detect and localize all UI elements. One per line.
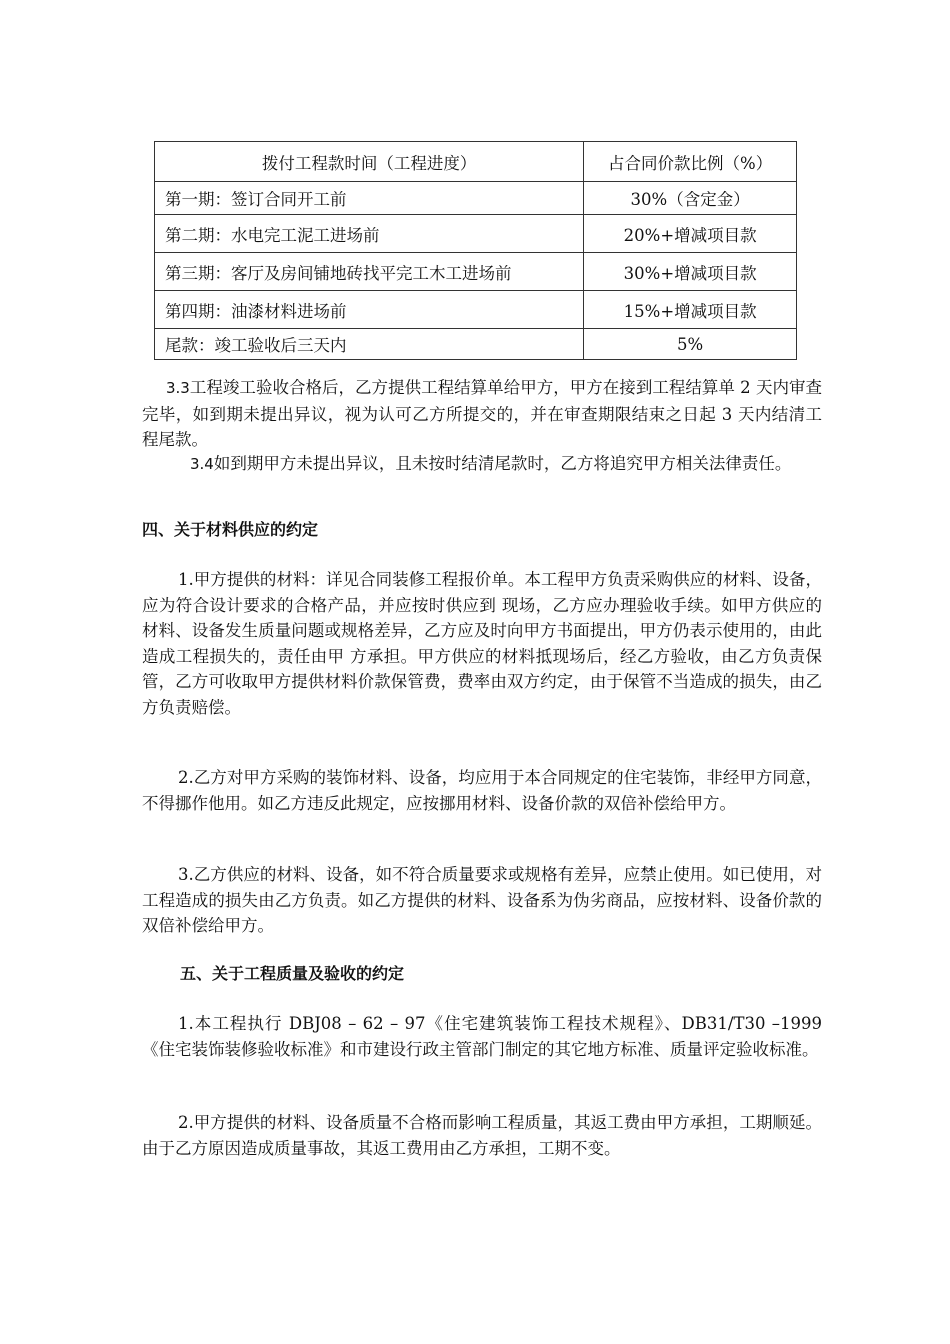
clause-number: 3.4	[190, 455, 214, 473]
section4-paragraph-3: 3.乙方供应的材料、设备，如不符合质量要求或规格有差异，应禁止使用。如已使用，对工程造成的损失由乙方负责。如乙方提供的材料、设备系为伪劣商品，应按材料、设备价款的双倍补偿给甲方。	[142, 865, 822, 935]
table-row	[155, 215, 797, 253]
table-row	[155, 329, 797, 360]
clause-3-4	[142, 451, 822, 478]
payment-stage: 第四期：油漆材料进场前	[155, 291, 584, 329]
payment-ratio: 30%（含定金）	[584, 182, 797, 215]
payment-stage: 第一期：签订合同开工前	[155, 182, 584, 215]
payment-ratio: 15%+增减项目款	[584, 291, 797, 329]
table-row	[155, 291, 797, 329]
table-row	[155, 253, 797, 291]
payment-schedule-table	[154, 141, 797, 360]
table-header-row	[155, 142, 797, 182]
clause-3-3	[142, 375, 822, 453]
header-payment-time: 拨付工程款时间（工程进度）	[155, 142, 584, 182]
clause-text: 工程竣工验收合格后，乙方提供工程结算单给甲方，甲方在接到工程结算单 2 天内审查完毕，如到期未提出异议，视为认可乙方所提交的，并在审查期限结束之日起 3 天内结清工程尾款。	[142, 378, 822, 449]
section5-paragraph-1: 1.本工程执行 DBJ08 – 62 – 97《住宅建筑装饰工程技术规程》、DB31/T30 –1999《住宅装饰装修验收标准》和市建设行政主管部门制定的其它地方标准、质量评定验收标准。	[142, 1014, 822, 1059]
section4-paragraph-1: 1.甲方提供的材料：详见合同装修工程报价单。本工程甲方负责采购供应的材料、设备，应为符合设计要求的合格产品，并应按时供应到 现场，乙方应办理验收手续。如甲方供应的材料、设备发生质量问题或规格差异，乙方应及时向甲方书面提出，甲方仍表示使用的，由此造成工程损失的，责任由甲 方承担。甲方供应的材料抵现场后，经乙方验收，由乙方负责保管，乙方可收取甲方提供材料价款保管费，费率由双方约定，由于保管不当造成的损失，由乙方负责赔偿。	[142, 570, 822, 717]
payment-ratio: 30%+增减项目款	[584, 253, 797, 291]
clause-text: 如到期甲方未提出异议，且未按时结清尾款时，乙方将追究甲方相关法律责任。	[213, 454, 792, 473]
section4-paragraph-2: 2.乙方对甲方采购的装饰材料、设备，均应用于本合同规定的住宅装饰，非经甲方同意，不得挪作他用。如乙方违反此规定，应按挪用材料、设备价款的双倍补偿给甲方。	[142, 768, 822, 813]
payment-stage: 尾款：竣工验收后三天内	[155, 329, 584, 360]
payment-ratio: 5%	[584, 329, 797, 360]
payment-stage: 第三期：客厅及房间铺地砖找平完工木工进场前	[155, 253, 584, 291]
payment-stage: 第二期：水电完工泥工进场前	[155, 215, 584, 253]
header-contract-ratio: 占合同价款比例（%）	[584, 142, 797, 182]
table-row	[155, 182, 797, 215]
section-heading-quality: 五、关于工程质量及验收的约定	[180, 964, 405, 983]
payment-ratio: 20%+增减项目款	[584, 215, 797, 253]
clause-number: 3.3	[166, 379, 190, 397]
section5-paragraph-2: 2.甲方提供的材料、设备质量不合格而影响工程质量，其返工费由甲方承担，工期顺延。由于乙方原因造成质量事故，其返工费用由乙方承担，工期不变。	[142, 1113, 822, 1158]
section-heading-materials: 四、关于材料供应的约定	[142, 520, 319, 539]
